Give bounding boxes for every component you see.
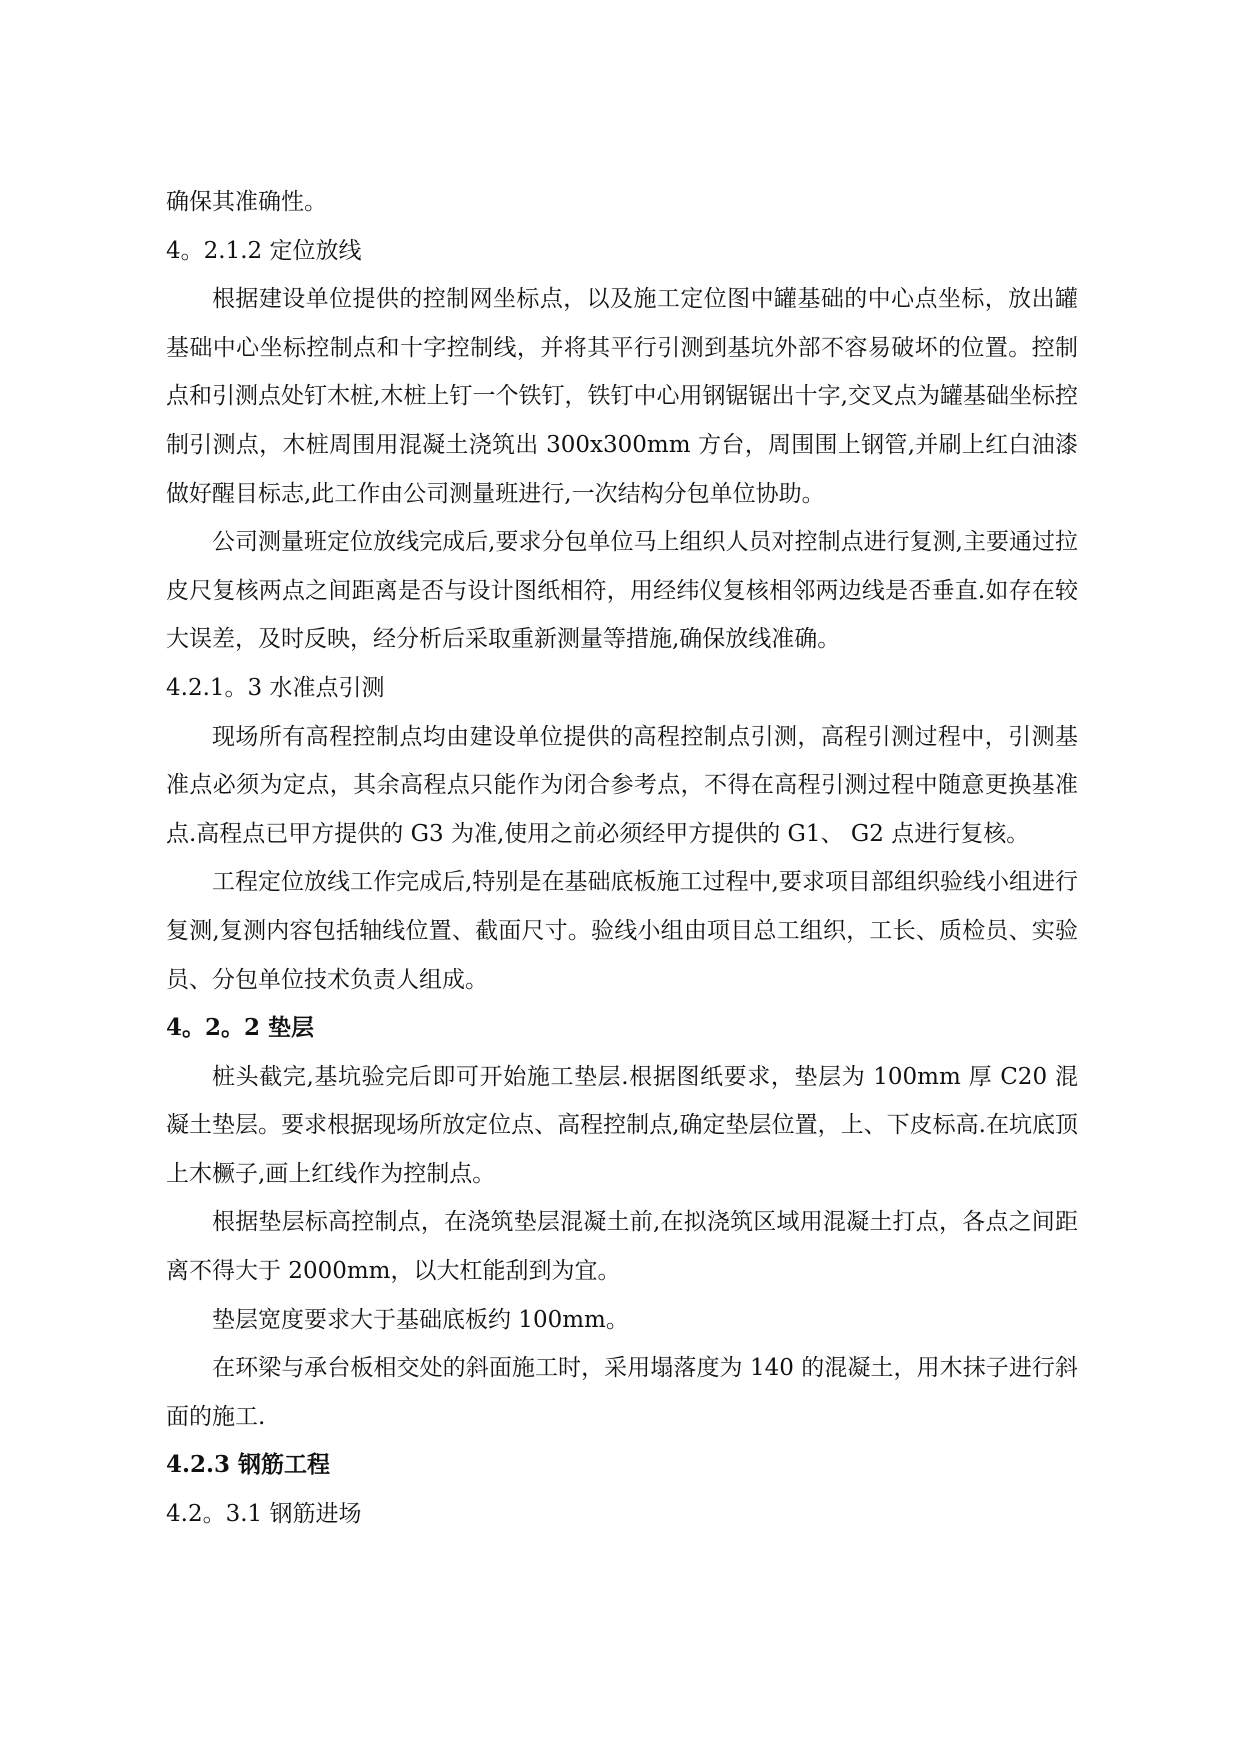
paragraph-continuation: 确保其准确性。	[166, 189, 327, 215]
section-heading-4-2-1-3: 4.2.1。3 水准点引测	[166, 674, 385, 701]
section-heading-4-2-2: 4。2。2 垫层	[166, 1014, 315, 1042]
document-page	[166, 178, 1078, 1539]
paragraph-line-verification: 工程定位放线工作完成后,特别是在基础底板施工过程中,要求项目部组织验线小组进行复测,复测内容包括轴线位置、截面尺寸。验线小组由项目总工组织，工长、质检员、实验员、分包单位技术负责人组成。	[166, 869, 1078, 993]
section-heading-4-2-3-1: 4.2。3.1 钢筋进场	[166, 1501, 362, 1528]
paragraph-positioning: 根据建设单位提供的控制网坐标点，以及施工定位图中罐基础的中心点坐标，放出罐基础中心坐标控制点和十字控制线，并将其平行引测到基坑外部不容易破坏的位置。控制点和引测点处钉木桩,木桩上钉一个铁钉，铁钉中心用钢锯锯出十字,交叉点为罐基础坐标控制引测点，木桩周围用混凝土浇筑出 300x300mm 方台，周围围上钢管,并刷上红白油漆做好醒目标志,此工作由公司测量班进行,一次结构分包单位协助。	[166, 286, 1078, 507]
paragraph-cushion-width: 垫层宽度要求大于基础底板约 100mm。	[212, 1306, 629, 1333]
paragraph-recheck: 公司测量班定位放线完成后,要求分包单位马上组织人员对控制点进行复测,主要通过拉皮尺复核两点之间距离是否与设计图纸相符，用经纬仪复核相邻两边线是否垂直.如存在较大误差，及时反映，经分析后采取重新测量等措施,确保放线准确。	[166, 529, 1078, 653]
paragraph-elevation-control: 现场所有高程控制点均由建设单位提供的高程控制点引测，高程引测过程中，引测基准点必须为定点，其余高程点只能作为闭合参考点，不得在高程引测过程中随意更换基准点.高程点已甲方提供的 G3 为准,使用之前必须经甲方提供的 G1、 G2 点进行复核。	[166, 723, 1078, 847]
paragraph-elevation-points: 根据垫层标高控制点，在浇筑垫层混凝土前,在拟浇筑区域用混凝土打点，各点之间距离不得大于 2000mm，以大杠能刮到为宜。	[166, 1209, 1078, 1285]
paragraph-cushion-layer: 桩头截完,基坑验完后即可开始施工垫层.根据图纸要求，垫层为 100mm 厚 C20 混凝土垫层。要求根据现场所放定位点、高程控制点,确定垫层位置，上、下皮标高.在坑底顶上木橛子,画上红线作为控制点。	[166, 1063, 1078, 1187]
section-heading-4-2-3: 4.2.3 钢筋工程	[166, 1451, 331, 1479]
paragraph-slope-construction: 在环梁与承台板相交处的斜面施工时，采用塌落度为 140 的混凝土，用木抹子进行斜面的施工.	[166, 1355, 1078, 1430]
section-heading-4-2-1-2: 4。2.1.2 定位放线	[166, 237, 362, 264]
